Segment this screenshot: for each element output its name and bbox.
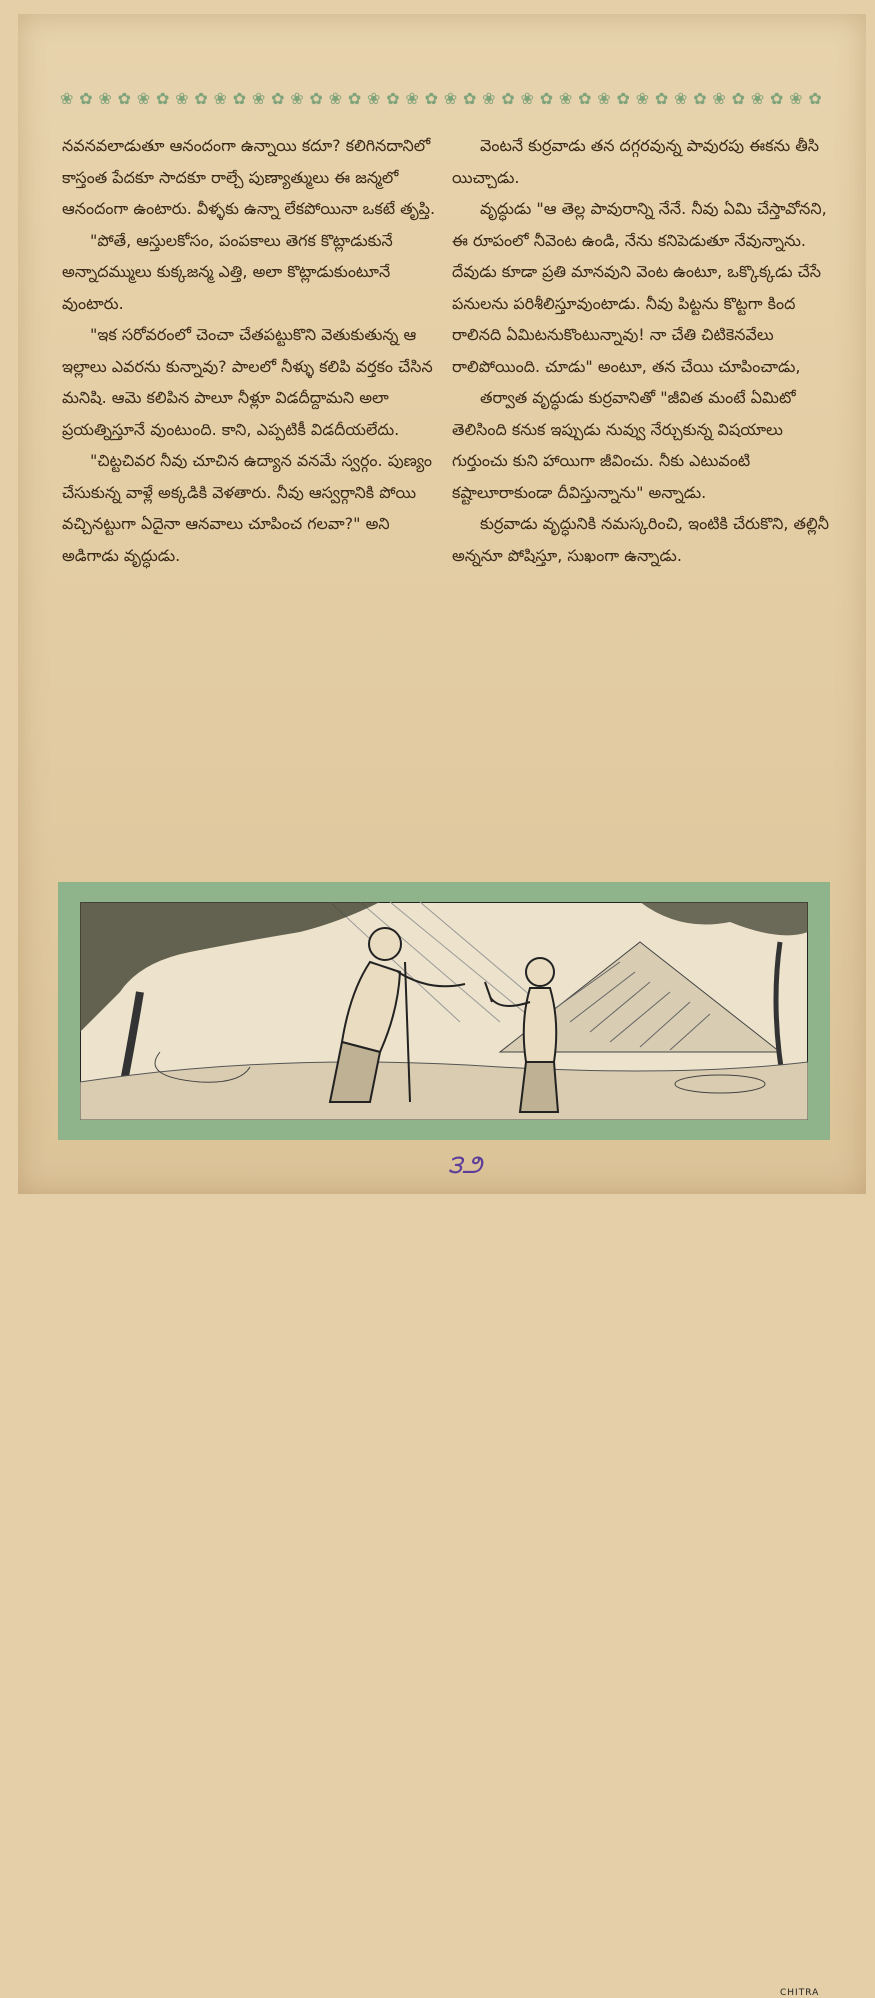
paragraph: నవనవలాడుతూ ఆనందంగా ఉన్నాయి కదూ? కలిగినదానిలో కాస్తంత పేదకూ సాదకూ రాల్చే పుణ్యాత్ములు ఈ జన్మలో ఆనందంగా ఉంటారు. వీళ్ళకు ఉన్నా లేకపోయినా ఒకటే తృప్తి. [62,136,436,218]
flower-ornament-icon: ❀ [367,88,381,108]
flower-ornament-icon: ❀ [482,88,496,108]
flower-ornament-icon: ❀ [597,88,611,108]
flower-ornament-icon: ✿ [232,88,247,108]
flower-ornament-icon: ❀ [674,88,688,108]
flower-ornament-icon: ✿ [155,88,170,108]
flower-ornament-icon: ✿ [539,88,554,108]
flower-ornament-icon: ✿ [462,88,477,108]
flower-ornament-icon: ✿ [347,88,362,108]
flower-ornament-icon: ❀ [213,88,227,108]
left-column [62,130,447,571]
flower-ornament-icon: ❀ [750,88,765,108]
paragraph: వృద్ధుడు "ఆ తెల్ల పావురాన్ని నేనే. నీవు ఏమి చేస్తావోనని, ఈ రూపంలో నీవెంట ఉండి, నేను కనిపెడుతూ నేవున్నాను. దేవుడు కూడా ప్రతి మానవుని వెంట ఉంటూ, ఒక్కొక్కడు చేసే పనులను పరిశీలిస్తూవుంటాడు. నీవు పిట్టను కొట్టగా కింద రాలినది ఏమిటనుకొంటున్నావు! నా చేతి చిటికెనవేలు రాలిపోయింది. చూడు" అంటూ, తన చేయి చూపించాడు, [452,199,827,376]
illustration-scene [80,902,808,1120]
flower-ornament-icon: ✿ [79,88,93,108]
flower-ornament-icon: ✿ [654,88,669,108]
page-number: ౩౨ [448,1150,483,1180]
flower-ornament-icon: ❀ [290,88,304,108]
flower-ornament-icon: ✿ [578,88,592,108]
flower-ornament-icon: ✿ [693,88,707,108]
flower-ornament-icon: ✿ [309,88,323,108]
flower-ornament-icon: ✿ [808,88,822,108]
flower-ornament-icon: ❀ [98,88,112,108]
flower-ornament-icon: ❀ [328,88,343,108]
flower-ornament-icon: ❀ [520,88,534,108]
flower-ornament-icon: ✿ [386,88,400,108]
flower-ornament-icon: ❀ [175,88,189,108]
flower-ornament-icon: ✿ [731,88,745,108]
flower-ornament-icon: ❀ [789,88,803,108]
flower-ornament-icon: ❀ [558,88,573,108]
flower-ornament-icon: ❀ [60,88,74,108]
paragraph: "పోతే, ఆస్తులకోసం, పంపకాలు తెగక కొట్లాడుకునే అన్నాదమ్ములు కుక్కజన్మ ఎత్తి, అలా కొట్లాడుకుంటూనే వుంటారు. [62,230,393,313]
paragraph: కుర్రవాడు వృద్ధునికి నమస్కరించి, ఇంటికి చేరుకొని, తల్లినీ అన్ననూ పోషిస్తూ, సుఖంగా ఉన్నాడు. [452,514,829,565]
flower-ornament-icon: ✿ [424,88,438,108]
flower-ornament-icon: ❀ [136,88,151,108]
right-column [452,130,837,571]
paragraph: "చిట్టచివర నీవు చూచిన ఉద్యాన వనమే స్వర్గం. పుణ్యం చేసుకున్న వాళ్లే అక్కడికి వెళతారు. నీవు ఆస్వర్గానికి పోయి వచ్చినట్టుగా ఏదైనా ఆనవాలు చూపించ గలవా?" అని అడిగాడు వృద్ధుడు. [62,451,432,565]
flower-ornament-icon: ❀ [635,88,650,108]
flower-ornament-icon: ❀ [251,88,266,108]
flower-ornament-icon: ✿ [271,88,285,108]
flower-ornament-icon: ❀ [443,88,458,108]
flower-ornament-icon: ✿ [769,88,784,108]
flower-ornament-icon: ❀ [405,88,419,108]
flower-ornament-icon: ✿ [501,88,515,108]
flower-ornament-icon: ❀ [712,88,726,108]
paragraph: వెంటనే కుర్రవాడు తన దగ్గరవున్న పావురపు ఈకను తీసి యిచ్చాడు. [452,136,820,187]
decorative-border [60,86,822,110]
flower-ornament-icon: ✿ [616,88,630,108]
flower-ornament-icon: ✿ [194,88,208,108]
paragraph: తర్వాత వృద్ధుడు కుర్రవానితో "జీవిత మంటే ఏమిటో తెలిసింది కనుక ఇప్పుడు నువ్వు నేర్చుకున్న విషయాలు గుర్తుంచు కుని హాయిగా జీవించు. నీకు ఎటువంటి కష్టాలూరాకుండా దీవిస్తున్నాను" అన్నాడు. [452,388,796,502]
artist-signature: CHITRA [780,1988,820,1998]
flower-ornament-icon: ✿ [117,88,131,108]
paragraph: "ఇక సరోవరంలో చెంచా చేతపట్టుకొని వెతుకుతున్న ఆ ఇల్లాలు ఎవరను కున్నావు? పాలలో నీళ్ళు కలిపి వర్తకం చేసిన మనిషి. ఆమె కలిపిన పాలూ నీళ్లూ విడదీద్దామని అలా ప్రయత్నిస్తూనే వుంటుంది. కాని, ఎప్పటికీ విడదీయలేదు. [62,325,433,439]
